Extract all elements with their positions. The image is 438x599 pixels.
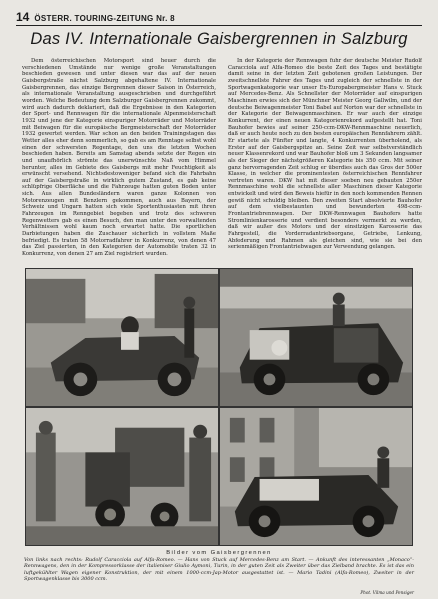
photo-grid	[25, 268, 413, 546]
page-number: 14	[16, 10, 30, 24]
photo-credit: Phot. Vilma und Pensiger	[360, 590, 414, 595]
caption-heading: Bilder vom Gaisbergrennen	[166, 550, 272, 556]
text-column-left	[22, 58, 216, 265]
journal-name: ÖSTERR. TOURING-ZEITUNG Nr. 8	[34, 14, 175, 23]
article-title: Das IV. Internationale Gaisbergrennen in Salzburg	[30, 30, 408, 48]
page-header	[16, 10, 175, 24]
race-car-driver-photo	[25, 268, 219, 407]
column-text: Dem österreichischen Motorsport sind heuer durch die verschiedenen Umstände nur wenige große Veranstaltungen beschieden gewesen und unter diesen war das auf der neuen Gaisbergstraße nächst Salzburg abgehaltene IV. Internationale Gaisbergrennen, das einzige Bergrennen dieser Saison in Österreich, als internationale Veranstaltung ausgeschrieben und durchgeführt worden. Welche Bedeutung dem Salzburger Gaisbergrennen zukommt, wird auch dadurch deklariert, daß die Ergebnisse in den Kategorien der Sport- und Rennwagen für die internationale Alpenmeisterschaft 1932 und jene der Kategorie einspuriger Motorräder und Motorräder mit Beiwagen für die europäische Bergmeisterschaft der Motorräder 1932 gewertet werden. War schon an den beiden Trainingstagen das Wetter alles eher denn sommerlich, so gab es am Renntage selbst wohl einen der schwersten Regentage, den uns die letzten Wochen beschieden haben. Bereits am Samstag abends setzte der Regen ein und unaufhörlich strömte das unerwünschte Naß vom Himmel herunter, alles im Gebiete des Gaisbergs mit mehr Feuchtigkeit als erwünscht versehend. Nichtsdestoweniger befand sich die Fahrbahn auf der Gaisbergstraße in wirklich gutem Zustand, es gab keine schlüpfrige Oberfläche und die Fahrzeuge hatten guten Boden unter sich. Aus allen Bundesländern waren ganze Kolonnen von Motorenzeugen mit Benzlern gekommen, auch aus Bayern, der Schweiz und Ungarn hatten sich viele Sportenthusiasten mit ihren Fahrzeugen im Renngebiet begeben und trotz des schweren Regenwetters gab es einen Besuch, den man unter den vorwaltenden Verhältnissen wohl kaum noch erwartet hatte. Die sportlichen Darbietungen haben die Zuschauer sicherlich in vollstem Maße befriedigt. Es traten 58 Motorradfahrer in Konkurrenz, von denen 47 das Ziel passierten, in den Kategorien der Automobile traten 32 in Konkurrenz, von denen 27 am Ziel registriert wurden.	[22, 58, 216, 258]
caption-text: Von links nach rechts: Rudolf Caracciola auf Alfa-Romeo. — Hans von Stuck auf Mercedes-Benz am Start. — Ankunft des interessanten „Monaco“-Rennwagens, den in der Kompressorklasse der italieniser Giulio Aymoni, Turin, in der guten Zeit als Zweiter über das Zielband brachte. Es ist das ein luftgekühlter Wagen eigener Konstruktion, der mit einem 1000-ccm-Jap-Motor ausgestattet ist. — Mario Tadini (Alfa-Romeo), Zweiter in der Sportwagenklasse bis 3000 ccm.	[24, 557, 414, 582]
article-body	[22, 58, 422, 265]
alfa-romeo-sportscar-photo	[219, 407, 413, 546]
photo-caption	[24, 550, 414, 582]
header-rule	[16, 25, 422, 26]
small-racecar-arrival-photo	[25, 407, 219, 546]
sports-car-start-photo	[219, 268, 413, 407]
text-column-right	[228, 58, 422, 265]
column-text: In der Kategorie der Rennwagen fuhr der deutsche Meister Rudolf Caracciola auf Alfa-Romeo die beste Zeit des Tages und bestätigte damit seine in der letzten Zeit gebotenen großen Leistungen. Der zweitschnellste Fahrer des Tages und zugleich der schnellste in der Sportwagenkategorie war unser Ex-Europabergmeister Hans v. Stuck auf Mercedes-Benz. Als Schnellster der Motorräder auf einspurigen Maschinen erwies sich der Münchner Meister Georg Gallwilm, und der deutsche Beiwagenmeister Toni Babel auf Norton war der schnellste in der Kategorie der Beiwagenmaschinen. Er war auch der einzige Konkurrent, der einen neuen Kategorienrekord aufgestellt hat. Toni Bauhofer bewies auf seiner 250-ccm-DKW-Rennmaschine neuerlich, daß er auch heute noch zu den besten europäischen Rennfahrern zählt. Er startete als Fünfter und langte, 4 Konkurrenten überholend, als Erster auf der Gaisbergspitze an. Seine Zeit war selbstverständlich neuer Klassenrekord und war Bauhofer bloß um 3 Sekunden langsamer als der Sieger der nächstgrößeren Kategorie bis 350 ccm. Mit seiner ganz hervorragenden Zeit schlug er überdies auch das Gros der 500er Klasse, in welcher die prominentesten österreichischen Rennfahrer vertreten waren. DKW hat mit dieser soeben neu gebauten 250er Rennmaschine wohl die schnellste aller Maschinen dieser Kategorie entwickelt und wird den Beweis hiefür in den noch kommenden Rennen gewiß nicht schuldig bleiben. Den zweiten Start absolvierte Bauhofer auf dem vielbestaunten und bewunderten 498-ccm-Frontantriebrennwagen. Der DKW-Rennwagen Bauhofers hatte Stromlinienkarosserie und verdient besonders vermerkt zu werden, daß wir außer des Motors und der einsitzigen Karosserie das Fahrgestell, die Vorderradantriebsorgane, Getriebe, Lenkung, Abfederung und Rahmen als gleichen sind, wie sie bei den serienmäßigen Frontantriebwagen zur Verwendung gelangen.	[228, 58, 422, 251]
